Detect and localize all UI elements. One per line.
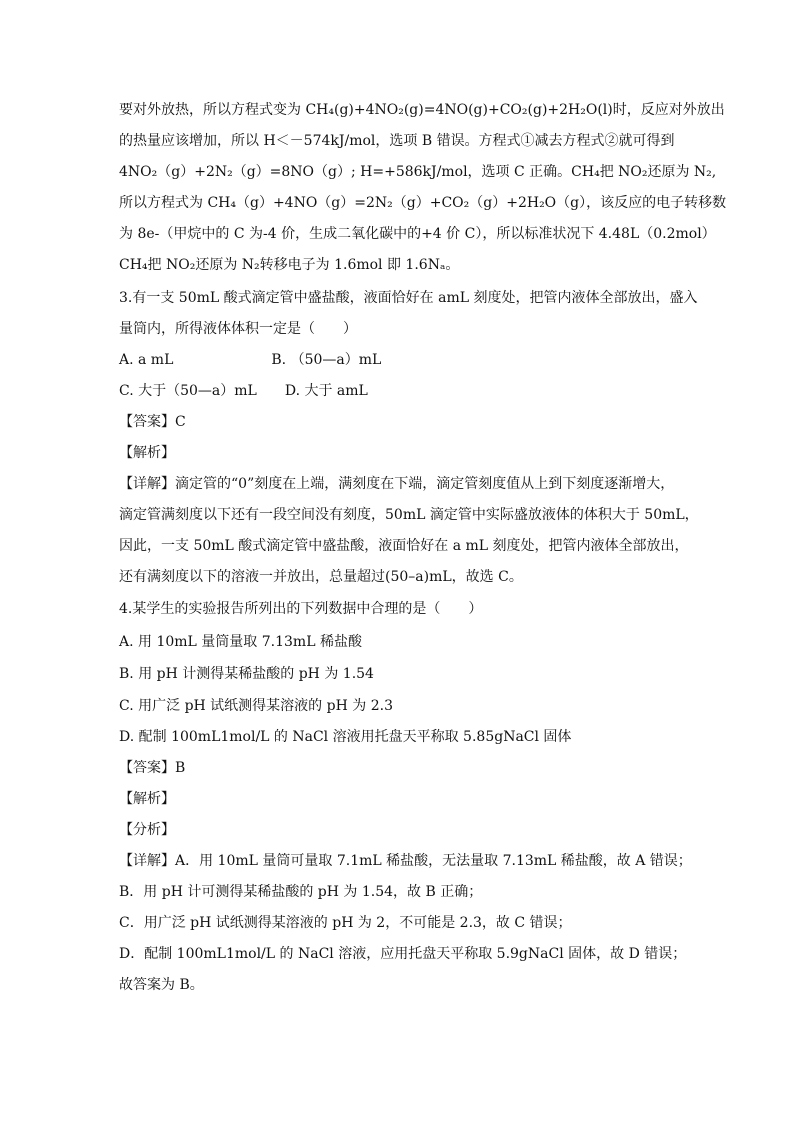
question-3-detail-line-3: 因此，一支 50mL 酸式滴定管中盛盐酸，液面恰好在 a mL 刻度处，把管内液体全部放出，	[119, 538, 689, 554]
question-4-detail-line-4: D．配制 100mL1mol/L 的 NaCl 溶液，应用托盘天平称取 5.9gNaCl 固体，故 D 错误；	[119, 946, 687, 962]
text-line-3: 4NO₂（g）+2N₂（g）=8NO（g）; H=+586kJ/mol，选项 C 正确。CH₄把 NO₂还原为 N₂,	[119, 164, 717, 180]
text-line-5: 为 8e-（甲烷中的 C 为-4 价，生成二氧化碳中的+4 价 C），所以标准状况下 4.48L（0.2mol）	[119, 226, 716, 242]
question-3-answer: 【答案】C	[119, 414, 186, 430]
question-4-answer: 【答案】B	[119, 760, 186, 776]
question-4-conclusion: 故答案为 B。	[119, 977, 204, 993]
question-4-stem: 4.某学生的实验报告所列出的下列数据中合理的是（ ）	[119, 601, 483, 617]
question-3-detail-line-4: 还有满刻度以下的溶液一并放出，总量超过(50–a)mL，故选 C。	[119, 569, 523, 585]
question-4-option-d: D. 配制 100mL1mol/L 的 NaCl 溶液用托盘天平称取 5.85gNaCl 固体	[119, 729, 572, 745]
question-3-options-ab: A. a mL B. （50—a）mL	[119, 352, 382, 368]
question-4-detail-line-2: B．用 pH 计可测得某稀盐酸的 pH 为 1.54，故 B 正确；	[119, 884, 483, 900]
text-line-6: CH₄把 NO₂还原为 N₂转移电子为 1.6mol 即 1.6Nₐ。	[119, 257, 460, 273]
question-4-analysis-heading: 【解析】	[119, 791, 175, 807]
question-3-analysis-heading: 【解析】	[119, 445, 175, 461]
text-line-4: 所以方程式为 CH₄（g）+4NO（g）=2N₂（g）+CO₂（g）+2H₂O（g），该反应的电子转移数	[119, 195, 727, 211]
question-3-stem-line-2: 量筒内，所得液体体积一定是（ ）	[119, 321, 357, 337]
question-3-stem-line-1: 3.有一支 50mL 酸式滴定管中盛盐酸，液面恰好在 amL 刻度处，把管内液体全部放出，盛入	[119, 290, 698, 306]
question-4-option-c: C. 用广泛 pH 试纸测得某溶液的 pH 为 2.3	[119, 698, 393, 714]
question-3-detail-line-2: 滴定管满刻度以下还有一段空间没有刻度，50mL 滴定管中实际盛放液体的体积大于 50mL，	[119, 507, 699, 523]
text-line-2: 的热量应该增加，所以 H＜－574kJ/mol，选项 B 错误。方程式①减去方程式②就可得到	[119, 133, 675, 149]
question-4-detail-line-3: C．用广泛 pH 试纸测得某溶液的 pH 为 2，不可能是 2.3，故 C 错误；	[119, 915, 572, 931]
text-line-1: 要对外放热，所以方程式变为 CH₄(g)+4NO₂(g)=4NO(g)+CO₂(g)+2H₂O(l)时，反应对外放出	[119, 102, 725, 118]
question-3-detail-line-1: 【详解】滴定管的“0”刻度在上端，满刻度在下端，滴定管刻度值从上到下刻度逐渐增大，	[119, 476, 675, 492]
question-4-detail-line-1: 【详解】A．用 10mL 量筒可量取 7.1mL 稀盐酸，无法量取 7.13mL 稀盐酸，故 A 错误；	[119, 853, 692, 869]
question-4-option-a: A. 用 10mL 量筒量取 7.13mL 稀盐酸	[119, 634, 362, 650]
question-3-options-cd: C. 大于（50—a）mL D. 大于 amL	[119, 383, 368, 399]
question-4-option-b: B. 用 pH 计测得某稀盐酸的 pH 为 1.54	[119, 666, 374, 682]
question-4-analysis-subheading: 【分析】	[119, 822, 175, 838]
